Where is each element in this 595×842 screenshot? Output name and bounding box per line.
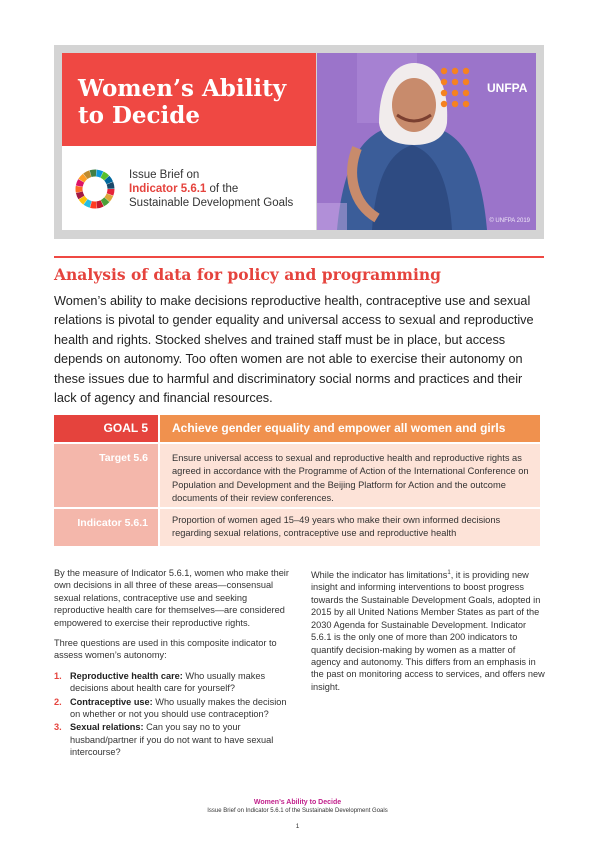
- unfpa-brand: UNFPA: [487, 81, 528, 95]
- left-paragraph-2: Three questions are used in this composite indicator to assess women’s autonomy:: [54, 638, 277, 661]
- cover-photo: [317, 53, 536, 230]
- woman-portrait-image: [317, 53, 536, 230]
- left-column: [54, 567, 294, 760]
- issue-brief-text: [129, 168, 309, 210]
- photo-credit: © UNFPA 2019: [489, 218, 530, 224]
- right-paragraph: [311, 567, 546, 693]
- indicator-row: [54, 509, 540, 546]
- goal-row: [54, 415, 540, 442]
- section-heading: Analysis of data for policy and programming: [54, 265, 441, 284]
- list-item: [54, 696, 294, 721]
- target-row: [54, 444, 540, 507]
- indicator-link: Indicator 5.6.1: [129, 183, 207, 195]
- question-label: Sexual relations:: [70, 722, 144, 733]
- left-paragraph-1: By the measure of Indicator 5.6.1, women who make their own decisions in all three of these areas—consensual sexual relations, contraceptive use and seeking reproductive health care for themselves—are considered empowered to exercise their reproductive rights.: [54, 568, 289, 628]
- list-item: [54, 670, 294, 695]
- target-label: Target 5.6: [54, 444, 158, 507]
- page-title: Women’s Ability to Decide: [78, 75, 287, 129]
- question-list: [54, 670, 294, 759]
- right-column: [311, 567, 546, 701]
- question-label: Contraceptive use:: [70, 696, 153, 707]
- sdg-wheel-icon: [74, 168, 116, 210]
- list-number: 3.: [54, 722, 62, 733]
- list-item: [54, 721, 294, 758]
- issue-line-2-suffix: of the: [206, 183, 239, 195]
- title-box: [62, 53, 316, 146]
- list-number: 1.: [54, 670, 62, 681]
- section-divider: [54, 256, 544, 258]
- issue-line-3: Sustainable Development Goals: [129, 197, 294, 209]
- goal-table: [54, 415, 540, 546]
- right-paragraph-start: While the indicator has limitations: [311, 570, 448, 581]
- footnote-ref[interactable]: 1: [447, 570, 451, 576]
- question-text: Who usually makes the decision on whether or not you should use contraception?: [70, 696, 287, 720]
- page-number: 1: [295, 823, 300, 830]
- question-label: Reproductive health care:: [70, 670, 183, 681]
- list-number: 2.: [54, 696, 62, 707]
- unfpa-logo-icon: [438, 65, 486, 109]
- question-text: Can you say no to your husband/partner if you do not want to have sexual intercourse?: [70, 722, 274, 758]
- footer-title: Women’s Ability to Decide: [253, 799, 342, 806]
- footer-subtitle: Issue Brief on Indicator 5.6.1 of the Sustainable Development Goals: [207, 808, 388, 814]
- goal-label: GOAL 5: [54, 415, 158, 442]
- right-paragraph-rest: , it is providing new insight and informing interventions to boost progress towards the Sustainable Development Goals, adopted in 2015 by all United Nations Member States as part of the 2030 Agenda for Sustainable Development. Indicator 5.6.1 is the only one of more than 200 indicators to quantify decision-making by women as a matter of agency and autonomy. This differs from an emphasis in the past on monitoring access to services, and offers new insight.: [311, 570, 545, 692]
- indicator-text: Proportion of women aged 15–49 years who make their own informed decisions regarding sexual relations, contraceptive use and reproductive health: [160, 509, 540, 546]
- question-text: Who usually makes decisions about health care for yourself?: [70, 670, 266, 694]
- indicator-label: Indicator 5.6.1: [54, 509, 158, 546]
- lead-paragraph: Women’s ability to make decisions reproductive health, contraceptive use and sexual relations is pivotal to gender equality and universal access to sexual and reproductive health and rights. Stocked shelves and trained staff must be in place, but access depends on autonomy. Too often women are not able to exercise their autonomy on these issues due to harmful and discriminatory social norms and practices and their lack of agency and financial resources.: [54, 294, 534, 406]
- goal-text: Achieve gender equality and empower all women and girls: [160, 415, 540, 442]
- issue-line-1: Issue Brief on: [129, 169, 200, 181]
- issue-box: [62, 146, 316, 230]
- target-text: Ensure universal access to sexual and reproductive health and reproductive rights as agreed in accordance with the Programme of Action of the International Conference on Population and Development and the Beijing Platform for Action and the outcome documents of their review conferences.: [160, 444, 540, 507]
